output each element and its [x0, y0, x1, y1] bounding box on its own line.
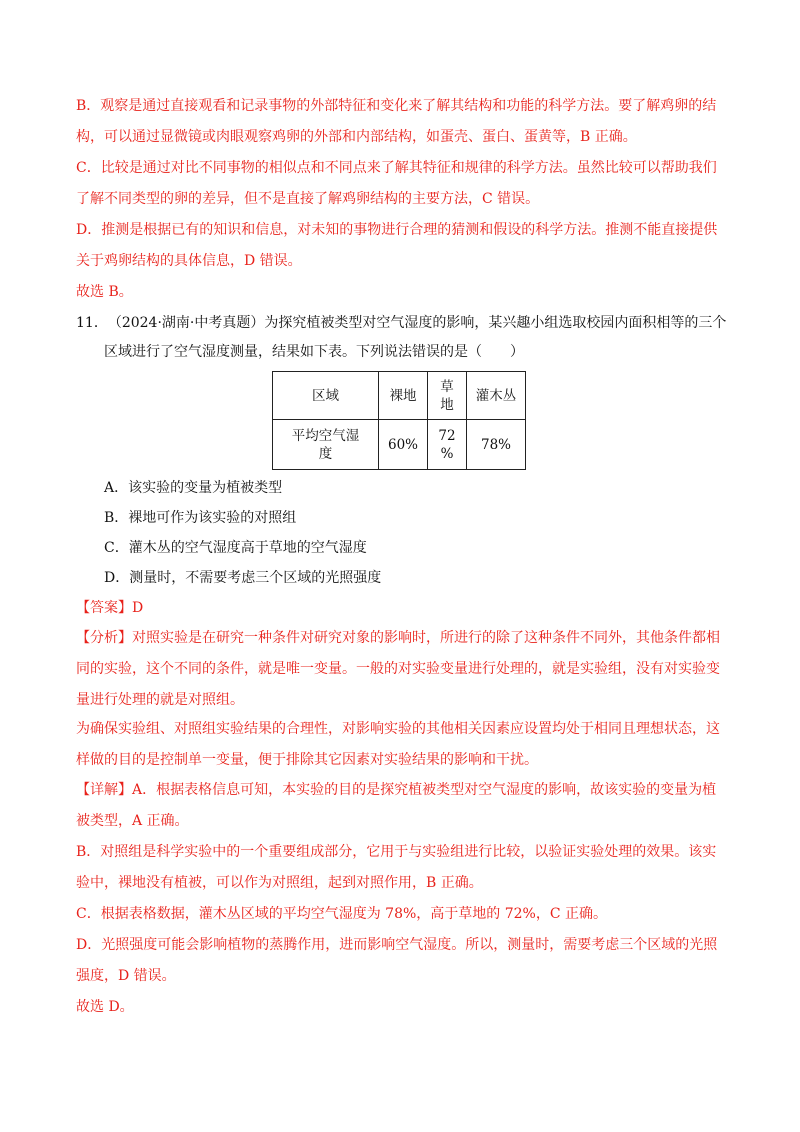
header-shrub: 灌木丛 — [467, 372, 526, 420]
analysis-line3: 量进行处理的就是对照组。 — [76, 692, 244, 708]
cell-grass: 72 % — [428, 420, 467, 470]
header-region: 区域 — [273, 372, 379, 420]
explanation-c-line2: 了解不同类型的卵的差异，但不是直接了解鸡卵结构的主要方法，C 错误。 — [76, 191, 540, 207]
option-b: B．裸地可作为该实验的对照组 — [104, 510, 297, 526]
table-header-row — [273, 372, 526, 420]
question-11-line1: 11． （2024·湖南·中考真题）为探究植被类型对空气湿度的影响，某兴趣小组选取校园内面积相等的三个 — [76, 315, 727, 331]
detail-d-line2: 强度，D 错误。 — [76, 968, 176, 984]
detail-a-line1: 【详解】A．根据表格信息可知，本实验的目的是探究植被类型对空气湿度的影响，故该实验的变量为植 — [76, 782, 717, 798]
explanation-d-line2: 关于鸡卵结构的具体信息，D 错误。 — [76, 253, 302, 269]
table-row — [273, 420, 526, 470]
row-label: 平均空气湿 度 — [273, 420, 379, 470]
analysis-line5: 样做的目的是控制单一变量，便于排除其它因素对实验结果的影响和干扰。 — [76, 752, 538, 768]
explanation-b-line1: B．观察是通过直接观看和记录事物的外部特征和变化来了解其结构和功能的科学方法。要了解鸡卵的结 — [76, 98, 717, 114]
explanation-b-line2: 构，可以通过显微镜或肉眼观察鸡卵的外部和内部结构，如蛋壳、蛋白、蛋黄等，B 正确。 — [76, 129, 637, 145]
analysis-line2: 同的实验，这个不同的条件，就是唯一变量。一般的对实验变量进行处理的，就是实验组，没有对实验变 — [76, 661, 720, 677]
option-d: D．测量时，不需要考虑三个区域的光照强度 — [104, 570, 382, 586]
choose-b: 故选 B。 — [76, 284, 133, 300]
explanation-d-line1: D．推测是根据已有的知识和信息，对未知的事物进行合理的猜测和假设的科学方法。推测不能直接提供 — [76, 222, 718, 238]
explanation-c-line1: C．比较是通过对比不同事物的相似点和不同点来了解其特征和规律的科学方法。虽然比较可以帮助我们 — [76, 160, 717, 176]
header-bare: 裸地 — [379, 372, 428, 420]
analysis-line4: 为确保实验组、对照组实验结果的合理性，对影响实验的其他相关因素应设置均处于相同且理想状态，这 — [76, 721, 720, 737]
cell-bare: 60% — [379, 420, 428, 470]
option-a: A．该实验的变量为植被类型 — [104, 480, 283, 496]
answer-label: 【答案】D — [76, 600, 144, 616]
analysis-line1: 【分析】对照实验是在研究一种条件对研究对象的影响时，所进行的除了这种条件不同外，其他条件都相 — [76, 630, 720, 646]
question-11-line2: 区域进行了空气湿度测量，结果如下表。下列说法错误的是（ ） — [104, 344, 524, 360]
option-c: C．灌木丛的空气湿度高于草地的空气湿度 — [104, 540, 367, 556]
cell-shrub: 78% — [467, 420, 526, 470]
detail-c-line1: C．根据表格数据，灌木丛区域的平均空气湿度为 78%，高于草地的 72%，C 正确。 — [76, 906, 608, 922]
detail-b-line1: B．对照组是科学实验中的一个重要组成部分，它用于与实验组进行比较，以验证实验处理的效果。该实 — [76, 844, 717, 860]
humidity-table — [272, 371, 526, 470]
header-grass: 草 地 — [428, 372, 467, 420]
detail-b-line2: 验中，裸地没有植被，可以作为对照组，起到对照作用，B 正确。 — [76, 875, 483, 891]
detail-a-line2: 被类型，A 正确。 — [76, 813, 189, 829]
choose-d: 故选 D。 — [76, 999, 134, 1015]
detail-d-line1: D．光照强度可能会影响植物的蒸腾作用，进而影响空气湿度。所以，测量时，需要考虑三个区域的光照 — [76, 937, 718, 953]
